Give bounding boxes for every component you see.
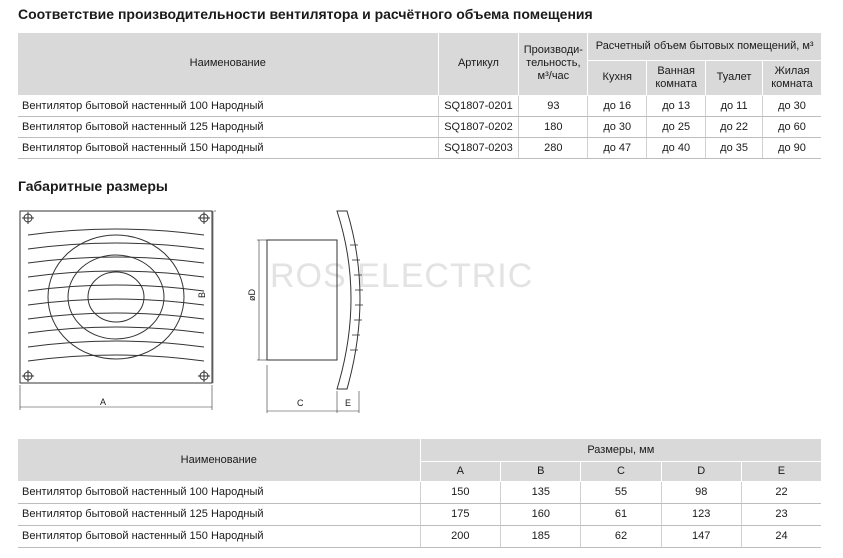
row-b: 135 [501,481,581,503]
header-name: Наименование [18,439,420,481]
row-d: 147 [661,525,741,547]
row-article: SQ1807-0202 [438,116,519,137]
header-kitchen: Кухня [588,60,647,95]
header-e: E [741,461,821,481]
row-living: до 90 [763,137,821,158]
performance-table [18,33,821,159]
row-bath: до 25 [647,116,706,137]
row-bath: до 13 [647,95,706,116]
page-title: Соответствие производительности вентилятора и расчётного объема помещения [18,6,593,22]
row-perf: 93 [519,95,588,116]
row-d: 98 [661,481,741,503]
header-volume: Расчетный объем бытовых помещений, м³ [588,33,821,60]
dim-e-label: E [345,398,352,408]
table-row [18,116,821,137]
row-e: 22 [741,481,821,503]
row-a: 150 [420,481,500,503]
header-d: D [661,461,741,481]
screw-icon [22,212,210,382]
table-row [18,95,821,116]
row-toilet: до 35 [706,137,763,158]
row-perf: 280 [519,137,588,158]
dimensions-title: Габаритные размеры [18,178,168,194]
row-living: до 30 [763,95,821,116]
dim-c-label: C [297,398,304,408]
table-row [18,137,821,158]
dimensions-table [18,439,821,548]
row-kitchen: до 47 [588,137,647,158]
header-c: C [581,461,661,481]
row-name: Вентилятор бытовой настенный 150 Народный [18,525,420,547]
row-bath: до 40 [647,137,706,158]
row-c: 61 [581,503,661,525]
dim-b-label: B [197,291,208,299]
watermark: ROS ELECTRIC [270,257,534,295]
row-c: 55 [581,481,661,503]
row-a: 175 [420,503,500,525]
header-toilet: Туалет [706,60,763,95]
dimension-b-line [208,205,218,385]
row-kitchen: до 30 [588,116,647,137]
row-b: 185 [501,525,581,547]
dim-a-label: A [100,397,107,407]
header-article: Артикул [438,33,519,95]
row-article: SQ1807-0201 [438,95,519,116]
row-e: 23 [741,503,821,525]
header-living: Жилая комната [763,60,821,95]
header-a: A [420,461,500,481]
header-performance: Производи-тельность, м³/час [519,33,588,95]
row-name: Вентилятор бытовой настенный 150 Народный [18,137,438,158]
fan-front-view [16,205,216,415]
fan-side-view [255,205,375,415]
table-row [18,525,821,547]
row-article: SQ1807-0203 [438,137,519,158]
dim-d-label: øD [247,289,257,301]
row-living: до 60 [763,116,821,137]
row-name: Вентилятор бытовой настенный 100 Народный [18,481,420,503]
row-e: 24 [741,525,821,547]
row-name: Вентилятор бытовой настенный 125 Народный [18,503,420,525]
header-name: Наименование [18,33,438,95]
row-b: 160 [501,503,581,525]
row-toilet: до 11 [706,95,763,116]
table-row [18,503,821,525]
header-sizes: Размеры, мм [420,439,821,461]
row-d: 123 [661,503,741,525]
table-row [18,481,821,503]
header-b: B [501,461,581,481]
row-name: Вентилятор бытовой настенный 100 Народный [18,95,438,116]
header-bath: Ванная комната [647,60,706,95]
row-kitchen: до 16 [588,95,647,116]
row-a: 200 [420,525,500,547]
row-perf: 180 [519,116,588,137]
row-toilet: до 22 [706,116,763,137]
row-name: Вентилятор бытовой настенный 125 Народный [18,116,438,137]
row-c: 62 [581,525,661,547]
